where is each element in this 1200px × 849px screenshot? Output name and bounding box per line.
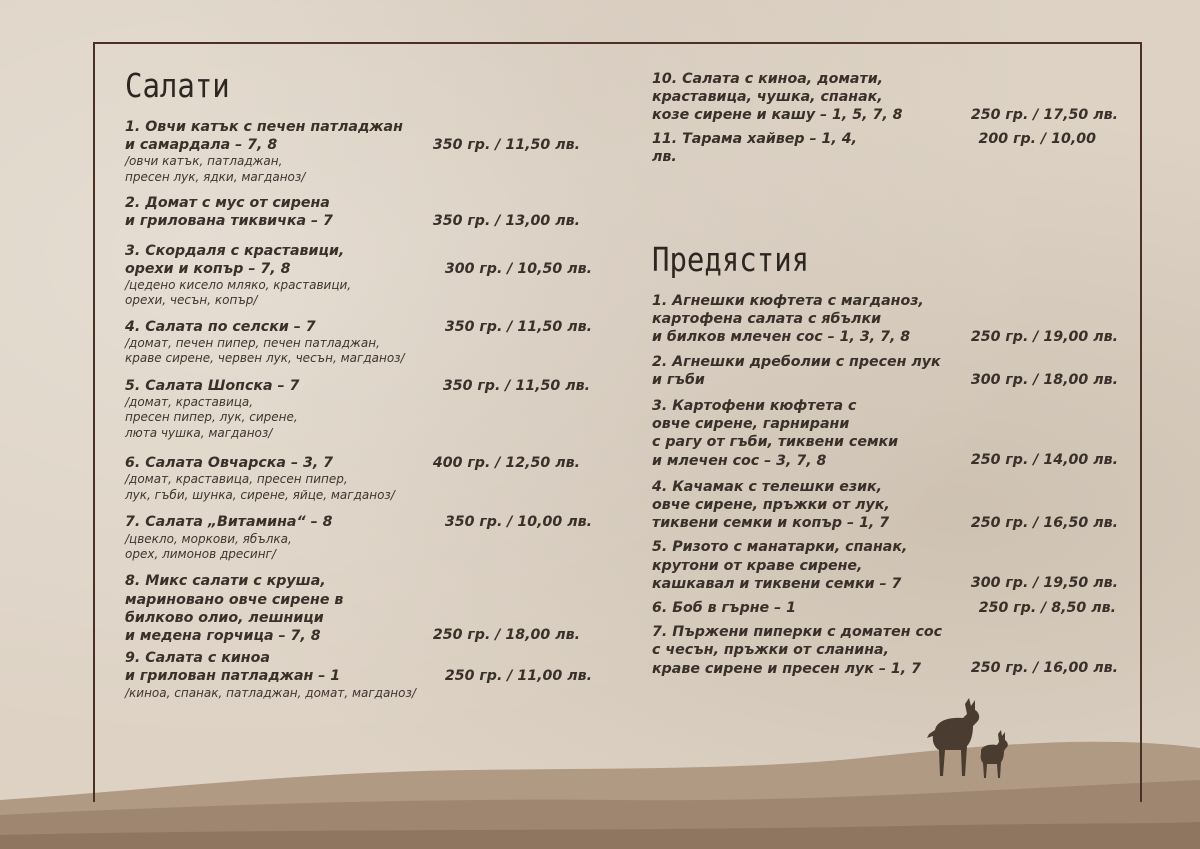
menu-item	[125, 194, 580, 230]
item-price: 250 гр. / 18,00 лв.	[432, 627, 580, 644]
item-name: 6. Боб в гърне – 1	[652, 600, 797, 617]
item-name: 6. Салата Овчарска – 3, 7	[125, 455, 334, 472]
item-name: 7. Салата „Витамина“ – 8	[125, 514, 333, 531]
starters-heading: Предястия	[652, 240, 810, 280]
item-price: 250 гр. / 11,00 лв.	[444, 668, 592, 685]
menu-item	[652, 623, 1118, 678]
donkey-illustration	[915, 690, 1025, 785]
menu-item	[652, 397, 1118, 470]
item-name: 8. Микс салати с круша, мариновано овче сирене в билково олио, лешници и медена горчица – 7, 8	[125, 573, 344, 644]
salads-heading: Салати	[125, 66, 230, 106]
item-description: /овчи катък, патладжан, пресен лук, ядки, магданоз/	[125, 154, 306, 184]
item-name: 1. Овчи катък с печен патладжан и самардала – 7, 8	[125, 119, 403, 154]
item-description: /киноа, спанак, патладжан, домат, магданоз/	[125, 685, 416, 700]
item-name: 3. Картофени кюфтета с овче сирене, гарнирани с рагу от гъби, тиквени семки и млечен сос – 3, 7, 8	[652, 398, 899, 469]
item-price: 300 гр. / 19,50 лв.	[970, 575, 1118, 592]
item-description: /цвекло, моркови, ябълка, орех, лимонов дресинг/	[125, 531, 292, 561]
right-column	[652, 70, 1132, 678]
item-description: /домат, печен пипер, печен патладжан, краве сирене, червен лук, чесън, магданоз/	[125, 336, 405, 366]
item-price: 250 гр. / 16,50 лв.	[970, 514, 1118, 531]
item-price: 250 гр. / 14,00 лв.	[970, 452, 1118, 469]
menu-item	[125, 513, 592, 562]
menu-item	[125, 454, 580, 503]
item-description: /домат, краставица, пресен пипер, лук, сирене, люта чушка, магданоз/	[125, 395, 298, 440]
item-name: 10. Салата с киноа, домати, краставица, чушка, спанак, козе сирене и кашу – 1, 5, 7, 8	[652, 71, 903, 124]
item-name: 4. Салата по селски – 7	[125, 318, 316, 335]
item-price: 400 гр. / 12,50 лв.	[432, 455, 580, 472]
item-name: 9. Салата с киноа и грилован патладжан – 1	[125, 650, 341, 685]
menu-item	[652, 130, 1096, 166]
item-name: 5. Салата Шопска – 7	[125, 377, 300, 394]
item-name: 5. Ризото с манатарки, спанак, крутони от краве сирене, кашкавал и тиквени семки – 7	[652, 539, 908, 592]
item-price: 250 гр. / 8,50 лв.	[978, 600, 1116, 617]
menu-item	[125, 377, 590, 441]
item-price: 250 гр. / 16,00 лв.	[970, 660, 1118, 677]
item-price: 300 гр. / 18,00 лв.	[970, 371, 1118, 388]
item-price: 350 гр. / 11,50 лв.	[432, 137, 580, 153]
menu-item	[652, 353, 1118, 389]
item-name: 2. Агнешки дреболии с пресен лук и гъби	[652, 353, 941, 388]
item-name: 11. Тарама хайвер – 1, 4, лв.	[652, 130, 858, 165]
menu-item	[652, 599, 1116, 617]
item-price: 350 гр. / 13,00 лв.	[432, 213, 580, 230]
menu-item	[125, 242, 592, 309]
menu-item	[125, 649, 592, 701]
item-name: 1. Агнешки кюфтета с магданоз, картофена салата с ябълки и билков млечен сос – 1, 3, 7, 8	[652, 293, 924, 346]
item-price: 300 гр. / 10,50 лв.	[444, 260, 592, 277]
item-name: 4. Качамак с телешки език, овче сирене, пръжки от лук, тиквени семки и копър – 1, 7	[652, 478, 890, 532]
item-description: /цедено кисело мляко, краставици, орехи, чесън, копър/	[125, 278, 352, 308]
menu-item	[652, 478, 1118, 533]
item-name: 2. Домат с мус от сирена и грилована тиквичка – 7	[125, 195, 333, 230]
item-description: /домат, краставица, пресен пипер, лук, гъби, шунка, сирене, яйце, магданоз/	[125, 472, 395, 502]
item-price: 250 гр. / 19,00 лв.	[970, 329, 1118, 346]
item-name: 7. Пържени пиперки с доматен сос с чесън, пръжки от сланина, краве сирене и пресен лук – 1, 7	[652, 624, 943, 677]
menu-item	[652, 70, 1118, 125]
item-price: 250 гр. / 17,50 лв.	[970, 107, 1118, 123]
item-price: 350 гр. / 11,50 лв.	[442, 377, 590, 394]
menu-item	[125, 572, 580, 645]
menu-item	[652, 538, 1118, 593]
item-price: 200 гр. / 10,00	[978, 130, 1096, 147]
menu-item	[125, 318, 592, 367]
menu-item	[652, 292, 1118, 347]
menu-item	[125, 118, 580, 185]
item-price: 350 гр. / 10,00 лв.	[444, 514, 592, 531]
item-name: 3. Скордаля с краставици, орехи и копър – 7, 8	[125, 242, 345, 277]
item-price: 350 гр. / 11,50 лв.	[444, 318, 592, 335]
salads-column	[125, 66, 615, 701]
